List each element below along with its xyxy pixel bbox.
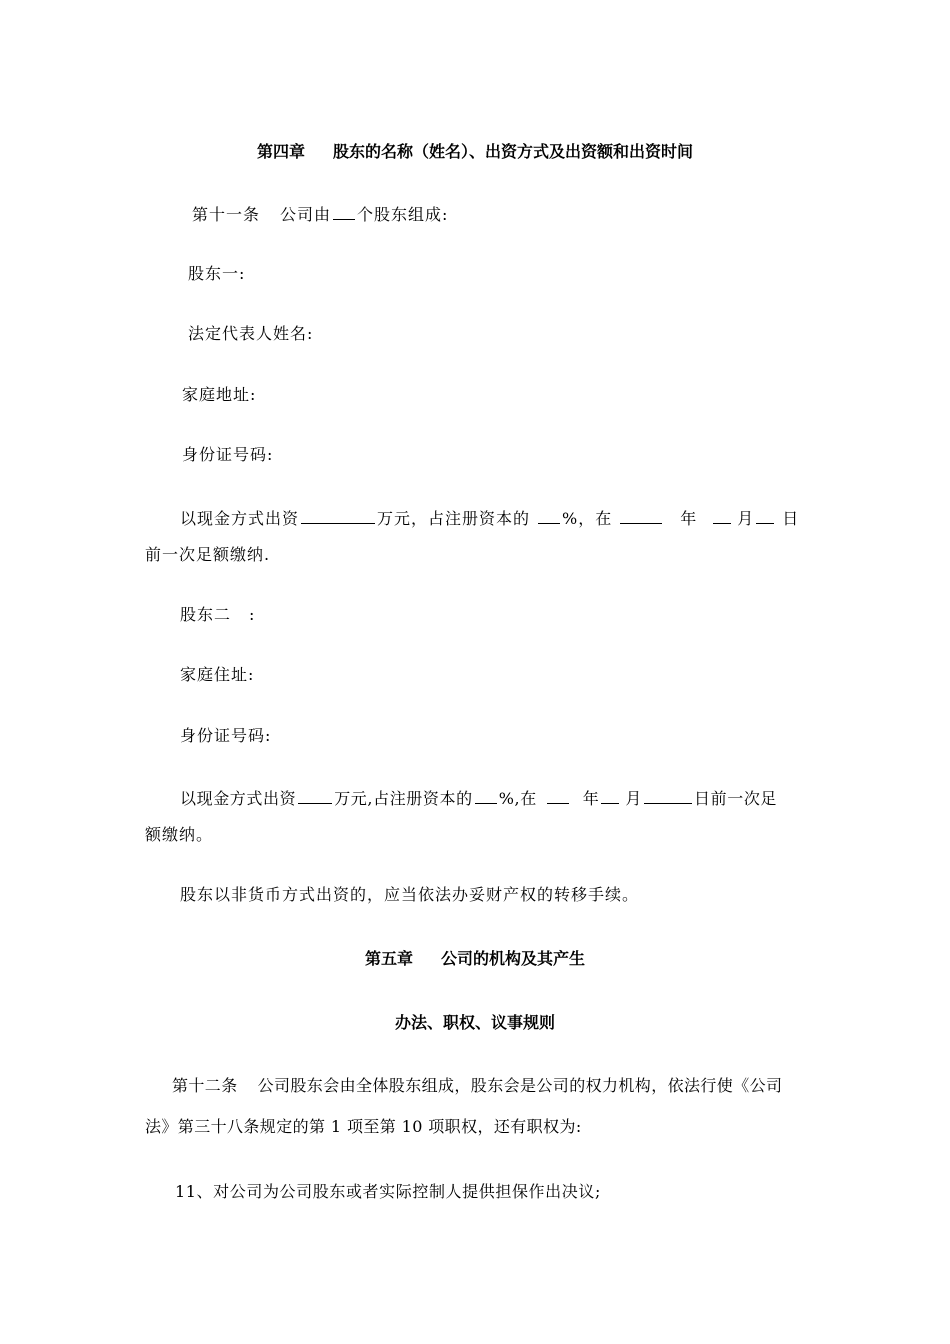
shareholder-1-id-number: 身份证号码: bbox=[182, 445, 274, 464]
chapter-5-number: 第五章 bbox=[364, 949, 413, 968]
month-blank bbox=[601, 787, 619, 804]
amount-blank bbox=[298, 787, 332, 804]
chapter-4-heading bbox=[0, 142, 950, 162]
month-blank bbox=[713, 507, 731, 524]
shareholder-2-home-address: 家庭住址: bbox=[180, 665, 255, 684]
percent-blank bbox=[538, 507, 560, 524]
chapter-4-number: 第四章 bbox=[256, 142, 305, 161]
chapter-5-title: 公司的机构及其产生 bbox=[441, 949, 586, 968]
shareholder-2-contribution-line2: 额缴纳。 bbox=[145, 825, 214, 844]
article-12-line2: 法》第三十八条规定的第 1 项至第 10 项职权，还有职权为: bbox=[145, 1117, 582, 1136]
shareholder-2-contribution-line1: 以现金方式出资 万元,占注册资本的 %,在 年 月 日前一次足 bbox=[180, 789, 778, 808]
article-12-label: 第十二条 bbox=[172, 1076, 238, 1095]
shareholder-1-contribution-line2: 前一次足额缴纳. bbox=[145, 545, 271, 564]
shareholder-count-blank bbox=[333, 203, 355, 220]
year-blank bbox=[620, 507, 662, 524]
non-monetary-note: 股东以非货币方式出资的，应当依法办妥财产权的转移手续。 bbox=[180, 885, 640, 904]
amount-blank bbox=[301, 507, 375, 524]
item-11: 11、对公司为公司股东或者实际控制人提供担保作出决议; bbox=[175, 1182, 601, 1201]
chapter-5-heading bbox=[0, 949, 950, 969]
shareholder-1-home-address: 家庭地址: bbox=[182, 385, 257, 404]
shareholder-1-label: 股东一: bbox=[188, 264, 246, 283]
chapter-4-title: 股东的名称（姓名）、出资方式及出资额和出资时间 bbox=[333, 142, 694, 161]
article-11: 第十一条 公司由 个股东组成: bbox=[192, 205, 449, 224]
article-11-label: 第十一条 bbox=[192, 205, 261, 224]
shareholder-2-label: 股东二 : bbox=[180, 605, 256, 624]
article-12-line1: 第十二条 公司股东会由全体股东组成，股东会是公司的权力机构，依法行使《公司 bbox=[172, 1076, 783, 1095]
day-blank bbox=[756, 507, 774, 524]
chapter-5-subtitle: 办法、职权、议事规则 bbox=[394, 1013, 555, 1032]
percent-blank bbox=[475, 787, 497, 804]
shareholder-1-contribution-line1: 以现金方式出资 万元，占注册资本的 %，在 年 月 日 bbox=[180, 509, 800, 528]
shareholder-1-legal-rep: 法定代表人姓名: bbox=[188, 324, 314, 343]
shareholder-2-id-number: 身份证号码: bbox=[180, 726, 272, 745]
day-blank bbox=[644, 787, 692, 804]
year-blank bbox=[547, 787, 569, 804]
